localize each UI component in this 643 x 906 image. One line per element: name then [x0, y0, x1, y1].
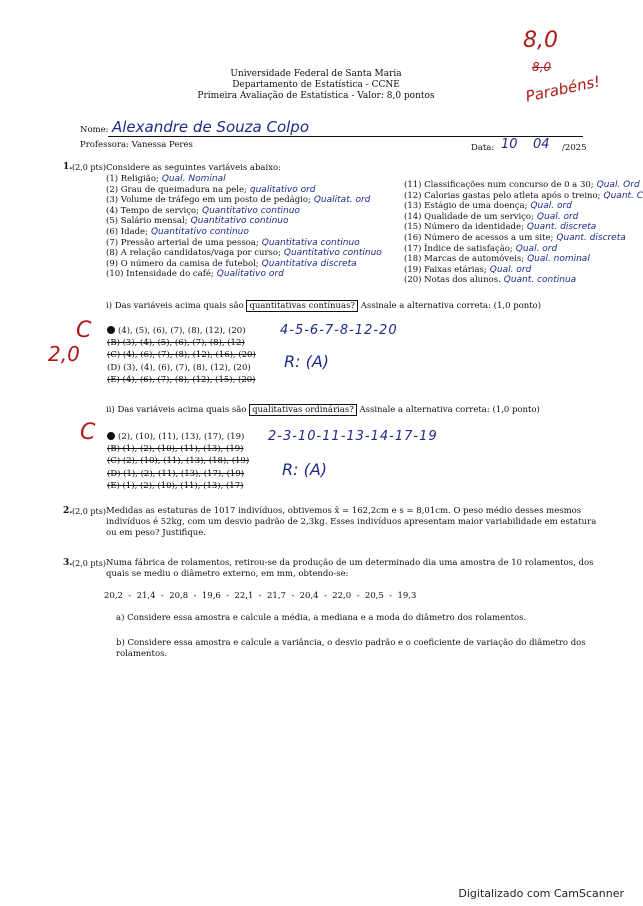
q1-variable-text: (19) Faixas etárias; [404, 264, 487, 275]
name-label: Nome: [80, 125, 109, 135]
q1-left-variable-list [106, 174, 406, 280]
q1-variable-handwritten-answer: Qual. ord [536, 211, 579, 222]
answer-option-label: (C) (4), (6), (7), (8), (12), (16), (20) [107, 350, 256, 361]
q1-variable-text: (13) Estágio de uma doença; [404, 201, 528, 212]
q1-variable-item [106, 206, 406, 217]
q1-i-suffix: Assinale a alternativa correta: (1,0 ponto) [360, 301, 542, 311]
q1-i-answer: R: (A) [284, 352, 330, 371]
answer-option-label: (E) (4), (6), (7), (8), (12), (15), (20) [107, 374, 256, 385]
q1-variable-item [404, 265, 632, 276]
answer-option [107, 456, 249, 467]
q1-variable-item [106, 227, 406, 238]
scanner-watermark: Digitalizado com CamScanner [458, 887, 624, 900]
q1-variable-text: (12) Calorias gastas pelo atleta após o treino; [404, 190, 601, 201]
q1-variable-text: (8) A relação candidatos/vaga por curso; [106, 248, 281, 259]
date-day: 10 [501, 137, 518, 152]
q1-variable-text: (4) Tempo de serviço; [106, 205, 199, 216]
selected-bubble-icon [107, 326, 115, 334]
answer-option-label: (E) (1), (2), (10), (11), (13), (17) [107, 480, 244, 491]
q1-i-options [107, 326, 256, 387]
grade-score: 8,0 [523, 28, 558, 53]
q1-variable-text: (5) Salário mensal; [106, 216, 188, 227]
q2-points: (2,0 pts) [72, 507, 106, 516]
q2-text: Medidas as estaturas de 1017 indivíduos, obtivemos x̄ = 162,2cm e s = 8,01cm. O peso médio desses mesmos indivíduos é 52kg, com um desvio padrão de 2,3kg. Esses indivíduos apresentam maior variabilidade em estatura ou em peso? Justifique. [106, 506, 597, 538]
answer-option [107, 338, 256, 349]
q1-variable-text: (20) Notas dos alunos. [404, 275, 501, 286]
q1-ii-suffix: Assinale a alternativa correta: (1,0 ponto) [359, 405, 540, 415]
q1-i-boxed: quantitativas contínuas? [246, 300, 358, 312]
q1-variable-handwritten-answer: Qual. nominal [527, 254, 590, 265]
q3-text: Numa fábrica de rolamentos, retirou-se da produção de um determinado dia uma amostra de 10 rolamentos, dos quais se mediu o diâmetro externo, em mm, obtendo-se: [106, 558, 594, 579]
q1-variable-text: (14) Qualidade de um serviço; [404, 211, 534, 222]
q1-variable-handwritten-answer: Quantitativo continuo [190, 216, 289, 227]
answer-option [107, 363, 256, 374]
date-year: /2025 [562, 143, 587, 153]
q1-variable-item [106, 174, 406, 185]
q1-variable-handwritten-answer: Qualitat. ord [313, 195, 371, 206]
grade-comment: Parabéns! [523, 72, 602, 106]
q1-variable-handwritten-answer: Quantitativa continuo [261, 237, 360, 248]
q1-variable-text: (17) Índice de satisfação; [404, 243, 513, 254]
exam-title: Primeira Avaliação de Estatística - Valor: 8,0 pontos [197, 91, 435, 101]
q1-ii-options [107, 432, 249, 493]
university-name: Universidade Federal de Santa Maria [230, 69, 402, 79]
answer-option [107, 432, 249, 443]
q1-variable-item [106, 216, 406, 227]
date-month: 04 [533, 137, 550, 152]
q1-variable-handwritten-answer: Quant. discreta [526, 222, 597, 233]
answer-option [107, 375, 256, 386]
q1-ii-answer: R: (A) [282, 460, 328, 479]
q1-variable-item [404, 190, 643, 202]
q1-variable-item [404, 244, 632, 255]
answer-option [107, 481, 249, 492]
q1-variable-item [106, 248, 406, 259]
q3-points: (2,0 pts) [72, 559, 106, 568]
q1-ii-prefix: ii) Das variáveis acima quais são [106, 405, 247, 415]
q1-variable-text: (11) Classificações num concurso de 0 a 30; [404, 180, 594, 190]
q1-points: (2,0 pts) [72, 163, 106, 172]
date-label: Data: [471, 143, 495, 153]
q1-variable-item [404, 222, 632, 233]
q1-right-variable-list [404, 180, 643, 286]
answer-option-label: (D) (3), (4), (6), (7), (8), (12), (20) [107, 362, 251, 373]
answer-option [107, 350, 256, 361]
q1-i-check-mark: C [76, 318, 92, 343]
answer-option [107, 469, 249, 480]
q1-variable-item [404, 275, 632, 286]
q1-variable-item [404, 233, 632, 244]
q1-variable-handwritten-answer: Qual. ord [489, 264, 532, 275]
q1-variable-text: (6) Idade; [106, 226, 148, 237]
q1-variable-text: (9) O número da camisa de futebol; [106, 258, 259, 269]
student-name: Alexandre de Souza Colpo [112, 118, 309, 136]
answer-option [107, 326, 256, 337]
professor-name: Professora: Vanessa Peres [80, 140, 193, 150]
q1-variable-text: (10) Intensidade do café; [106, 269, 214, 280]
q1-i-hand-list: 4-5-6-7-8-12-20 [280, 323, 398, 338]
q1-variable-handwritten-answer: Quantitativo continuo [283, 248, 382, 259]
q1-variable-item [106, 185, 406, 196]
q1-variable-handwritten-answer: Quantitativo continuo [150, 226, 249, 237]
grade-struck: 8,0 [532, 60, 552, 74]
answer-option-label: (C) (2), (10), (11), (13), (18), (19) [107, 456, 250, 467]
q1-variable-text: (3) Volume de tráfego em um posto de pedágio; [106, 195, 311, 206]
q1-variable-text: (16) Número de acessos a um site; [404, 232, 554, 243]
q1-ii-boxed: qualitativas ordinárias? [249, 404, 357, 416]
q1-variable-item [106, 195, 406, 206]
answer-option-label: (B) (3), (4), (5), (6), (7), (8), (12) [107, 338, 245, 349]
answer-option-label: (B) (1), (2), (10), (11), (13), (19) [107, 444, 244, 455]
q1-partial-score: 2,0 [48, 342, 80, 366]
q1-variable-handwritten-answer: Qual. ord [515, 243, 558, 254]
q1-variable-item [404, 180, 640, 191]
q1-ii-hand-list: 2-3-10-11-13-14-17-19 [268, 429, 438, 444]
q1-i-prefix: i) Das variáveis acima quais são [106, 301, 244, 311]
q3-number: 3. [63, 558, 73, 568]
q1-variable-item [106, 259, 406, 270]
q3-item-b: b) Considere essa amostra e calcule a variância, o desvio padrão e o coeficiente de variação do diâmetro dos rolamentos. [116, 638, 586, 659]
q3-values: 20,2 - 21,4 - 20,8 - 19,6 - 22,1 - 21,7 - 20,4 - 22,0 - 20,5 - 19,3 [104, 591, 417, 601]
answer-option [107, 444, 249, 455]
q3-item-a: a) Considere essa amostra e calcule a média, a mediana e a moda do diâmetro dos rolamentos. [116, 613, 527, 623]
q1-variable-handwritten-answer: Qual. Nominal [161, 174, 226, 184]
q1-variable-handwritten-answer: Qual. Ord [596, 180, 640, 190]
q1-variable-text: (2) Grau de queimadura na pele; [106, 184, 247, 195]
q1-variable-handwritten-answer: Quant. C [603, 190, 643, 201]
q1-variable-item [106, 269, 406, 280]
q1-variable-text: (1) Religião; [106, 174, 159, 184]
q1-variable-item [106, 238, 406, 249]
answer-option-label: (4), (5), (6), (7), (8), (12), (20) [118, 326, 246, 336]
q1-ii-check-mark: C [80, 420, 96, 445]
department-name: Departamento de Estatística - CCNE [232, 80, 400, 90]
q1-ii-prompt [106, 405, 540, 416]
q1-variable-text: (18) Marcas de automóveis; [404, 254, 525, 265]
q1-variable-handwritten-answer: Quant. discreta [556, 232, 626, 243]
q1-variable-handwritten-answer: Quant. continua [503, 275, 577, 286]
answer-option-label: (D) (1), (2), (11), (13), (17), (19) [107, 468, 245, 479]
q1-variable-handwritten-answer: Qualitativo ord [216, 269, 284, 280]
q1-variable-handwritten-answer: qualitativo ord [249, 184, 316, 195]
q1-variable-item [404, 254, 632, 265]
q1-i-prompt [106, 301, 541, 312]
answer-option-label: (2), (10), (11), (13), (17), (19) [118, 432, 245, 442]
q1-number: 1. [63, 162, 73, 172]
q1-variable-handwritten-answer: Quantitativo continuo [202, 205, 300, 216]
selected-bubble-icon [107, 432, 115, 440]
q2-number: 2. [63, 506, 73, 516]
q1-variable-text: (7) Pressão arterial de uma pessoa; [106, 237, 259, 248]
q1-variable-item [404, 212, 632, 223]
q1-variable-handwritten-answer: Quantitativa discreta [261, 258, 357, 269]
q1-variable-handwritten-answer: Qual. ord [530, 201, 572, 212]
q1-variable-text: (15) Número da identidade; [404, 222, 524, 233]
q1-intro: Considere as seguintes variáveis abaixo: [106, 163, 281, 173]
q1-variable-item [404, 201, 632, 212]
